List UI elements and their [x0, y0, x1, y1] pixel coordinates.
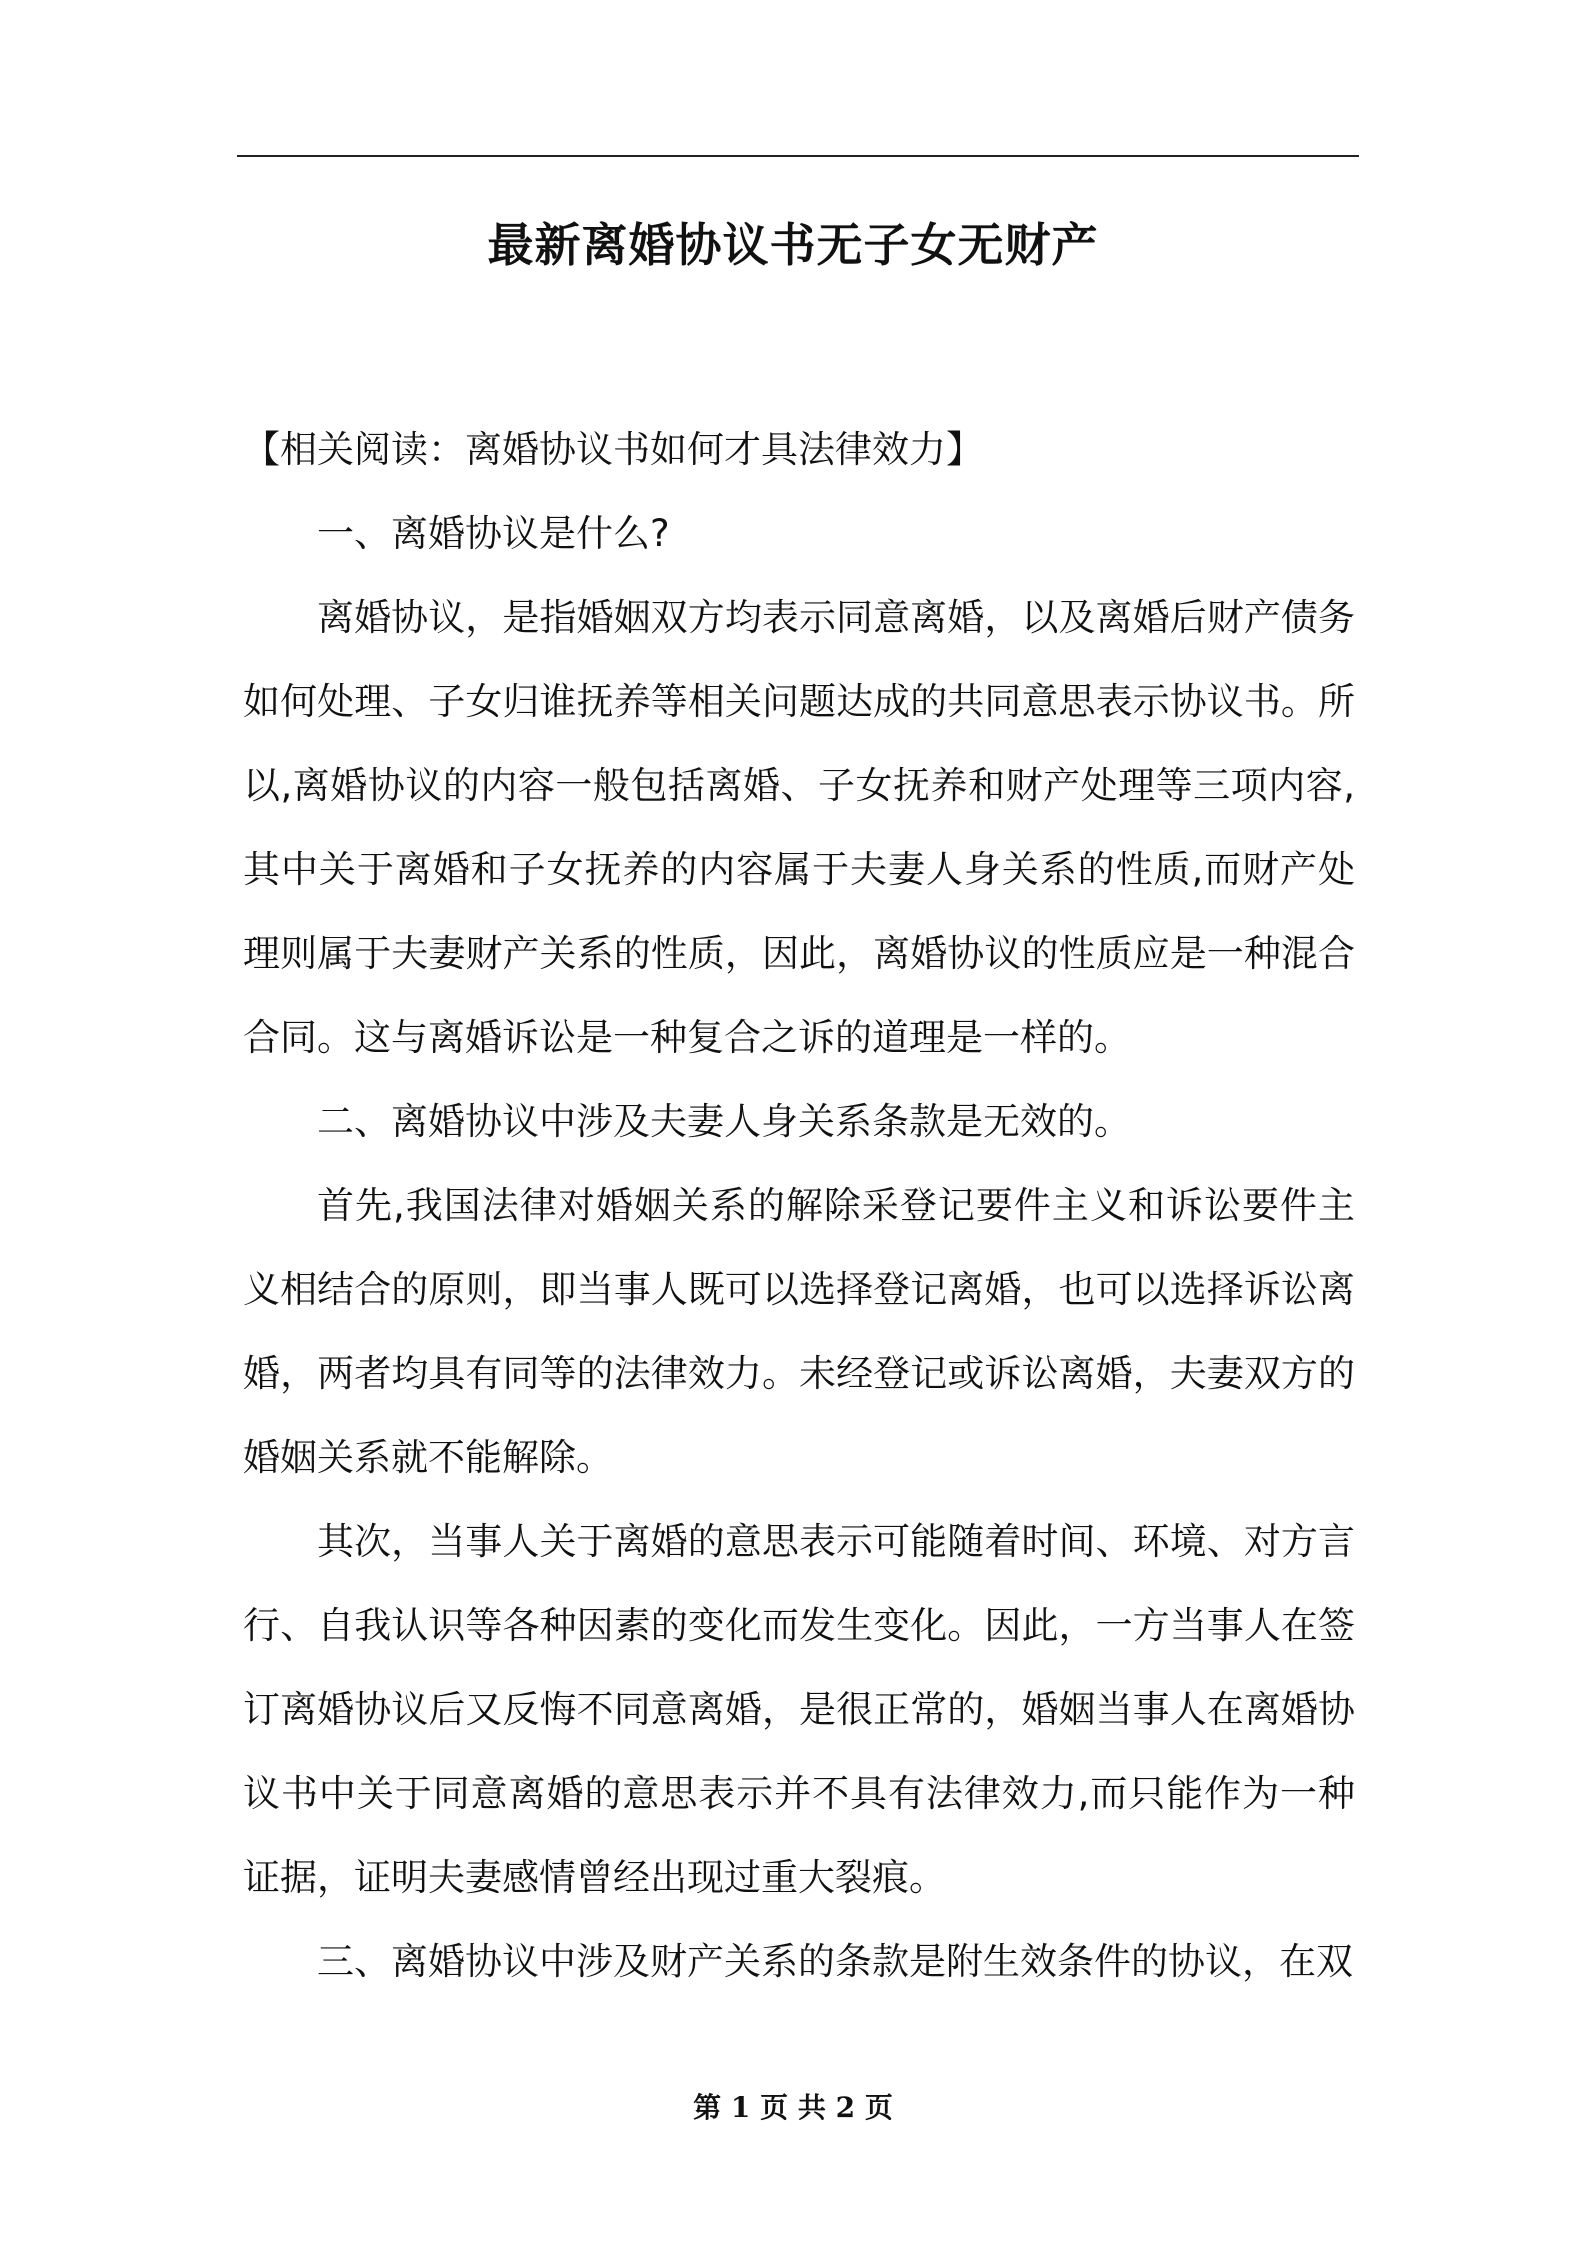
body-paragraph-3: 其次，当事人关于离婚的意思表示可能随着时间、环境、对方言行、自我认识等各种因素的变化而发生变化。因此，一方当事人在签订离婚协议后又反悔不同意离婚，是很正常的，婚姻当事人在离婚协议书中关于同意离婚的意思表示并不具有法律效力,而只能作为一种证据，证明夫妻感情曾经出现过重大裂痕。	[243, 1520, 1355, 1899]
body-paragraph-1: 离婚协议，是指婚姻双方均表示同意离婚，以及离婚后财产债务如何处理、子女归谁抚养等相关问题达成的共同意思表示协议书。所以,离婚协议的内容一般包括离婚、子女抚养和财产处理等三项内容,其中关于离婚和子女抚养的内容属于夫妻人身关系的性质,而财产处理则属于夫妻财产关系的性质，因此，离婚协议的性质应是一种混合合同。这与离婚诉讼是一种复合之诉的道理是一样的。	[243, 596, 1355, 1059]
document-body	[243, 408, 1355, 2004]
page-number: 第 1 页 共 2 页	[693, 2091, 893, 2124]
section-heading-2: 二、离婚协议中涉及夫妻人身关系条款是无效的。	[317, 1100, 1131, 1143]
body-paragraph-2: 首先,我国法律对婚姻关系的解除采登记要件主义和诉讼要件主义相结合的原则，即当事人既可以选择登记离婚，也可以选择诉讼离婚，两者均具有同等的法律效力。未经登记或诉讼离婚，夫妻双方的婚姻关系就不能解除。	[243, 1184, 1355, 1479]
section-heading-3: 三、离婚协议中涉及财产关系的条款是附生效条件的协议，在双	[317, 1940, 1353, 1983]
header-rule	[237, 155, 1359, 157]
related-reading-line: 【相关阅读：离婚协议书如何才具法律效力】	[243, 428, 983, 471]
section-heading-1: 一、离婚协议是什么?	[317, 512, 670, 555]
document-title: 最新离婚协议书无子女无财产	[487, 218, 1099, 272]
